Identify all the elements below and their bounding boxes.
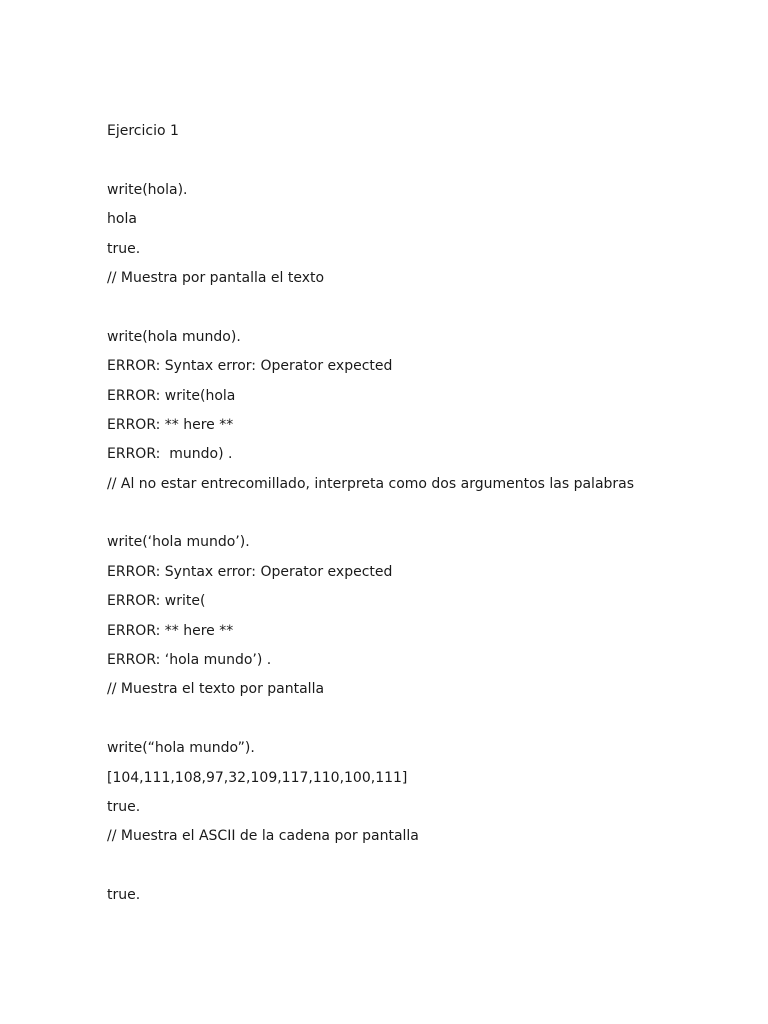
error-line: ERROR: ** here ** <box>107 416 234 433</box>
blank-line <box>107 150 747 170</box>
comment-line: // Muestra por pantalla el texto <box>107 269 325 286</box>
output-line: true. <box>107 240 141 257</box>
output-line: true. <box>107 887 141 904</box>
code-line: write(hola). <box>107 181 188 198</box>
blank-line <box>107 503 747 523</box>
output-line: [104,111,108,97,32,109,117,110,100,111] <box>107 769 408 786</box>
comment-line: // Muestra el texto por pantalla <box>107 681 325 698</box>
code-line: write(‘hola mundo’). <box>107 534 250 551</box>
document-body <box>107 121 747 915</box>
error-line: ERROR: write(hola <box>107 387 236 404</box>
error-line: ERROR: mundo) . <box>107 446 233 463</box>
error-line: ERROR: write( <box>107 593 206 610</box>
comment-line: // Muestra el ASCII de la cadena por pantalla <box>107 828 419 845</box>
code-line: write(“hola mundo”). <box>107 740 255 757</box>
blank-line <box>107 856 747 876</box>
code-line: write(hola mundo). <box>107 328 241 345</box>
blank-line <box>107 297 747 317</box>
error-line: ERROR: ‘hola mundo’) . <box>107 652 272 669</box>
comment-line: // Al no estar entrecomillado, interpreta como dos argumentos las palabras <box>107 475 635 492</box>
error-line: ERROR: Syntax error: Operator expected <box>107 358 393 375</box>
blank-line <box>107 709 747 729</box>
error-line: ERROR: ** here ** <box>107 622 234 639</box>
output-line: hola <box>107 211 137 228</box>
error-line: ERROR: Syntax error: Operator expected <box>107 563 393 580</box>
output-line: true. <box>107 798 141 815</box>
heading-ejercicio: Ejercicio 1 <box>107 123 179 139</box>
